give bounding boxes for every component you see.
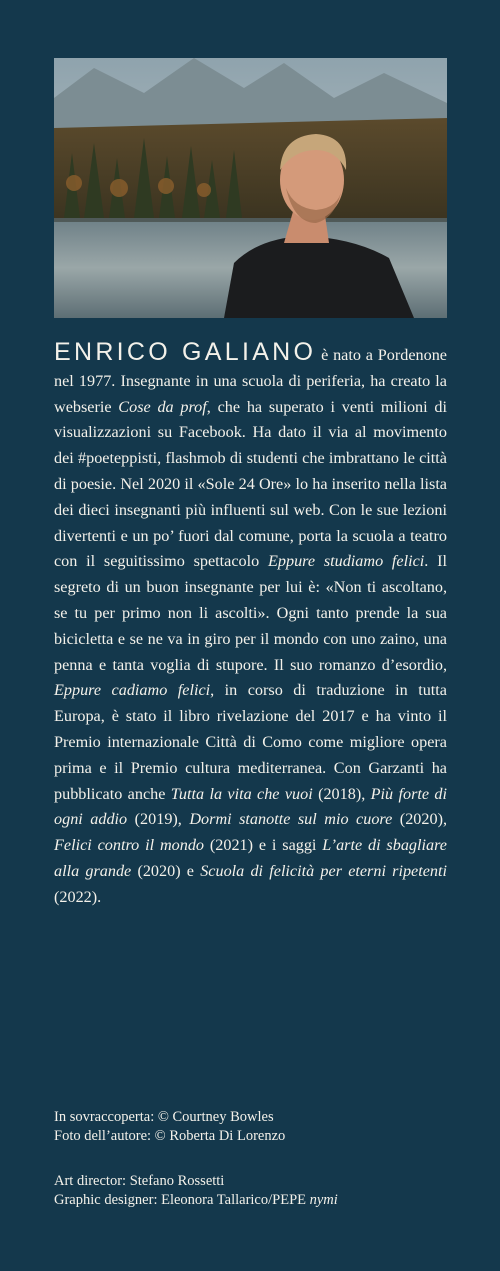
bio-text-segment: (2022).: [54, 887, 102, 906]
bio-title-segment: Più forte di ogni addio: [54, 784, 447, 829]
cover-credit: In sovraccoperta: © Courtney Bowles: [54, 1109, 274, 1125]
bio-title-segment: Dormi stanotte sul mio cuore: [189, 810, 393, 829]
bio-text-segment: (2018),: [312, 784, 371, 803]
author-photo-image: [54, 58, 447, 318]
photo-credits: [54, 1108, 447, 1146]
bio-title-segment: Felici contro il mondo: [54, 836, 205, 855]
bio-title-segment: Eppure studiamo felici: [268, 552, 425, 571]
author-name: ENRICO GALIANO: [54, 338, 317, 366]
bio-text-segment: è nato a Pordenone nel 1977. Insegnante in una scuola di periferia, ha creato la webserie: [54, 346, 447, 416]
graphic-designer-studio: nymi: [309, 1192, 338, 1208]
bio-title-segment: Cose da prof: [118, 397, 207, 416]
bio-title-segment: Eppure cadiamo felici: [54, 681, 211, 700]
bio-text-segment: (2021) e i saggi: [204, 836, 323, 855]
bio-text-segment: (2020),: [392, 810, 448, 829]
author-photo-credit: Foto dell’autore: © Roberta Di Lorenzo: [54, 1128, 286, 1144]
bio-text-segment: (2020) e: [131, 861, 201, 880]
bio-text-segment: . Il segreto di un buon insegnante per lui è: «Non ti ascoltano, se tu per primo non li ascolti». Ogni tanto prende la sua bicicletta e se ne va in giro per il mondo con uno zaino, una penna e tanta voglia di stupore. Il suo romanzo d’esordio,: [54, 552, 447, 674]
bio-title-segment: Tutta la vita che vuoi: [170, 784, 313, 803]
bio-text-segment: (2019),: [127, 810, 190, 829]
bio-title-segment: Scuola di felicità per eterni ripetenti: [200, 861, 447, 880]
author-photo: [54, 58, 447, 318]
author-biography: [54, 340, 447, 911]
graphic-designer-credit: [54, 1191, 447, 1210]
bio-text-segment: , in corso di traduzione in tutta Europa, è stato il libro rivelazione del 2017 e ha vinto il Premio internazionale Città di Como come migliore opera prima e il Premio cultura mediterranea. Con Garzanti ha pubblicato anche: [54, 681, 447, 803]
bio-text-segment: , che ha superato i venti milioni di visualizzazioni su Facebook. Ha dato il via al movimento dei #poeteppisti, flashmob di studenti che imbrattano le città di poesie. Nel 2020 il «Sole 24 Ore» lo ha inserito nella lista dei dieci insegnanti più influenti sul web. Con le sue lezioni divertenti e un po’ fuori dal comune, porta la scuola a teatro con il seguitissimo spettacolo: [54, 397, 447, 571]
art-director-credit: Art director: Stefano Rossetti: [54, 1173, 225, 1189]
bio-title-segment: L’arte di sbagliare alla grande: [54, 836, 447, 880]
design-credits: [54, 1172, 447, 1210]
biography-text: [54, 346, 447, 906]
graphic-designer-name: Graphic designer: Eleonora Tallarico/PEPE: [54, 1192, 310, 1208]
